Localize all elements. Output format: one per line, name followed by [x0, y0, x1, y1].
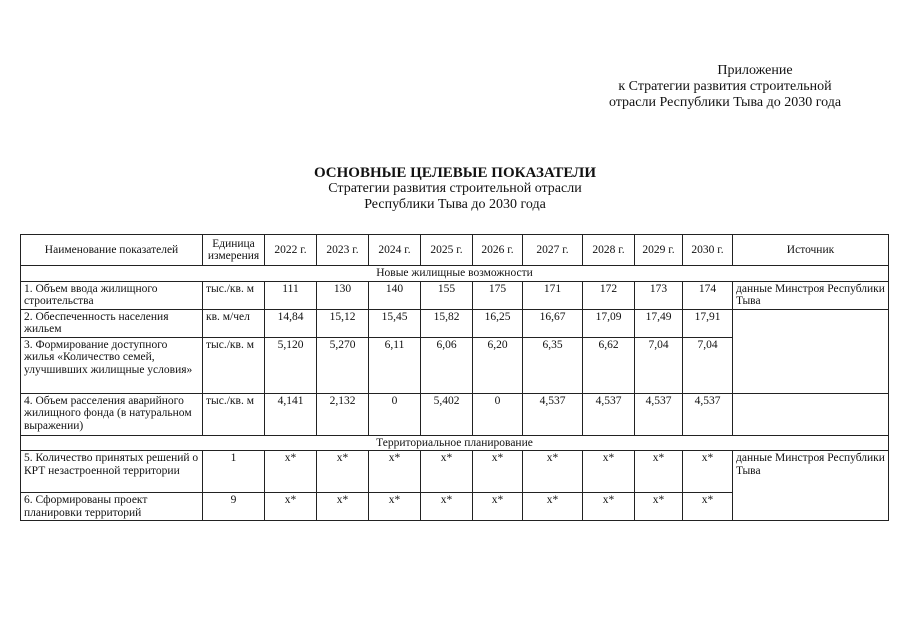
value-cell: 174 — [683, 281, 733, 309]
value-cell: 4,537 — [583, 393, 635, 435]
table-row — [21, 309, 889, 337]
header-cell: 2028 г. — [583, 235, 635, 266]
value-cell: х* — [421, 493, 473, 521]
value-cell: 15,45 — [369, 309, 421, 337]
appendix-line-3: отрасли Республики Тыва до 2030 года — [608, 95, 842, 110]
value-cell: х* — [683, 451, 733, 493]
source-cell — [733, 309, 889, 393]
unit-cell: кв. м/чел — [203, 309, 265, 337]
value-cell: 5,120 — [265, 337, 317, 393]
appendix-line-2: к Стратегии развития строительной — [618, 79, 832, 94]
value-cell: 0 — [369, 393, 421, 435]
header-cell: 2029 г. — [635, 235, 683, 266]
value-cell: 7,04 — [683, 337, 733, 393]
section-title: Новые жилищные возможности — [21, 266, 889, 282]
value-cell: 140 — [369, 281, 421, 309]
value-cell: х* — [317, 493, 369, 521]
title-sub-2: Республики Тыва до 2030 года — [364, 197, 546, 212]
source-cell: данные Минстроя Республики Тыва — [733, 451, 889, 521]
value-cell: 16,67 — [523, 309, 583, 337]
value-cell: 15,12 — [317, 309, 369, 337]
header-cell: 2025 г. — [421, 235, 473, 266]
value-cell: х* — [265, 493, 317, 521]
value-cell: х* — [635, 493, 683, 521]
unit-cell: тыс./кв. м — [203, 281, 265, 309]
value-cell: 172 — [583, 281, 635, 309]
header-cell: 2027 г. — [523, 235, 583, 266]
table-row — [21, 451, 889, 493]
header-cell: 2024 г. — [369, 235, 421, 266]
value-cell: 17,91 — [683, 309, 733, 337]
value-cell: х* — [473, 451, 523, 493]
value-cell: х* — [421, 451, 473, 493]
value-cell: 16,25 — [473, 309, 523, 337]
value-cell: х* — [635, 451, 683, 493]
table-row — [21, 393, 889, 435]
section-title: Территориальное планирование — [21, 435, 889, 451]
value-cell: х* — [583, 493, 635, 521]
value-cell: 111 — [265, 281, 317, 309]
indicators-table — [20, 234, 889, 521]
value-cell: 4,537 — [683, 393, 733, 435]
appendix-header — [560, 63, 890, 111]
indicator-name: 5. Количество принятых решений о КРТ незастроенной территории — [21, 451, 203, 493]
unit-cell: тыс./кв. м — [203, 393, 265, 435]
value-cell: х* — [583, 451, 635, 493]
value-cell: 4,141 — [265, 393, 317, 435]
unit-cell: 9 — [203, 493, 265, 521]
value-cell: 171 — [523, 281, 583, 309]
header-cell: 2022 г. — [265, 235, 317, 266]
appendix-label: Приложение — [717, 63, 793, 78]
document-title — [200, 165, 710, 213]
unit-cell: тыс./кв. м — [203, 337, 265, 393]
value-cell: 7,04 — [635, 337, 683, 393]
value-cell: 4,537 — [635, 393, 683, 435]
header-cell: 2026 г. — [473, 235, 523, 266]
indicator-name: 6. Сформированы проект планировки территорий — [21, 493, 203, 521]
value-cell: 6,11 — [369, 337, 421, 393]
table-row — [21, 281, 889, 309]
source-cell: данные Минстроя Республики Тыва — [733, 281, 889, 309]
value-cell: 6,20 — [473, 337, 523, 393]
header-cell: Единица измерения — [203, 235, 265, 266]
header-cell: 2023 г. — [317, 235, 369, 266]
value-cell: х* — [523, 493, 583, 521]
value-cell: 130 — [317, 281, 369, 309]
value-cell: 6,62 — [583, 337, 635, 393]
value-cell: 14,84 — [265, 309, 317, 337]
section-row — [21, 435, 889, 451]
value-cell: 5,270 — [317, 337, 369, 393]
value-cell: 17,09 — [583, 309, 635, 337]
title-sub-1: Стратегии развития строительной отрасли — [328, 181, 582, 196]
value-cell: 6,35 — [523, 337, 583, 393]
header-cell: 2030 г. — [683, 235, 733, 266]
value-cell: х* — [265, 451, 317, 493]
indicator-name: 4. Объем расселения аварийного жилищного фонда (в натуральном выражении) — [21, 393, 203, 435]
value-cell: 155 — [421, 281, 473, 309]
section-row — [21, 266, 889, 282]
value-cell: 17,49 — [635, 309, 683, 337]
header-cell: Наименование показателей — [21, 235, 203, 266]
indicator-name: 3. Формирование доступного жилья «Количество семей, улучшивших жилищные условия» — [21, 337, 203, 393]
value-cell: 2,132 — [317, 393, 369, 435]
value-cell: х* — [683, 493, 733, 521]
indicator-name: 1. Объем ввода жилищного строительства — [21, 281, 203, 309]
source-cell — [733, 393, 889, 435]
value-cell: 0 — [473, 393, 523, 435]
header-cell: Источник — [733, 235, 889, 266]
value-cell: х* — [523, 451, 583, 493]
value-cell: 175 — [473, 281, 523, 309]
value-cell: х* — [473, 493, 523, 521]
table-header-row — [21, 235, 889, 266]
value-cell: 15,82 — [421, 309, 473, 337]
value-cell: 5,402 — [421, 393, 473, 435]
value-cell: х* — [369, 451, 421, 493]
title-main: ОСНОВНЫЕ ЦЕЛЕВЫЕ ПОКАЗАТЕЛИ — [313, 165, 597, 181]
unit-cell: 1 — [203, 451, 265, 493]
value-cell: 173 — [635, 281, 683, 309]
value-cell: х* — [369, 493, 421, 521]
value-cell: 6,06 — [421, 337, 473, 393]
value-cell: 4,537 — [523, 393, 583, 435]
indicator-name: 2. Обеспеченность населения жильем — [21, 309, 203, 337]
value-cell: х* — [317, 451, 369, 493]
